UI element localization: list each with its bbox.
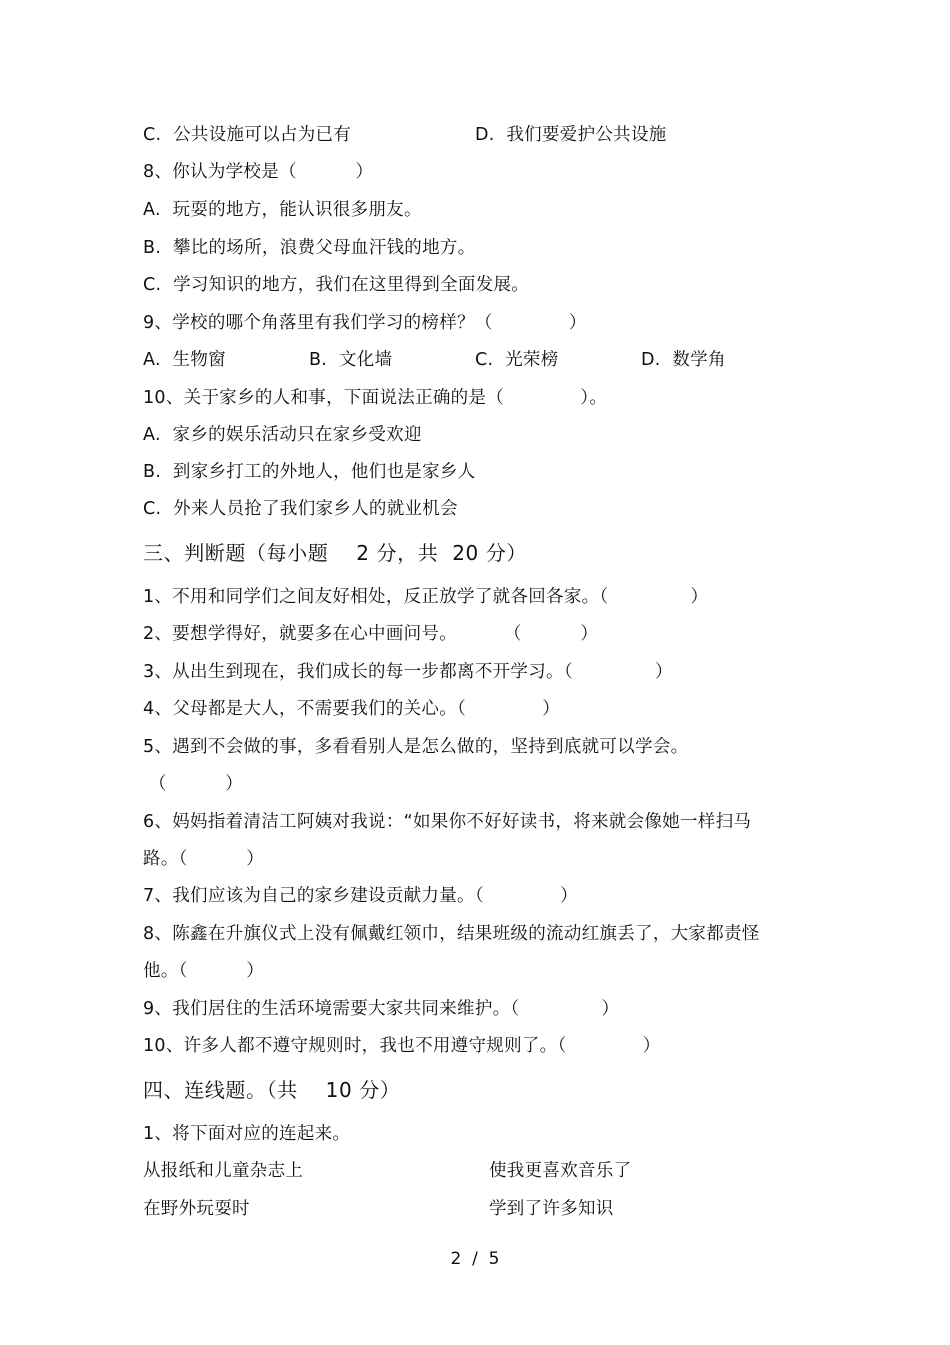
judge-item-5-answer: （ ） xyxy=(143,774,244,794)
q10-option-b: B. 到家乡打工的外地人，他们也是家乡人 xyxy=(143,462,476,482)
q9-option-b: B. 文化墙 xyxy=(309,350,393,370)
judge-item-3: 3、从出生到现在，我们成长的每一步都离不开学习。（ ） xyxy=(143,662,673,682)
section4-heading: 四、连线题。（共 10 分） xyxy=(143,1078,401,1102)
judge-item-4: 4、父母都是大人，不需要我们的关心。（ ） xyxy=(143,699,561,719)
q8-option-c: C. 学习知识的地方，我们在这里得到全面发展。 xyxy=(143,275,530,295)
judge-item-6-cont: 路。（ ） xyxy=(143,849,265,869)
match-instruction: 1、将下面对应的连起来。 xyxy=(143,1124,351,1144)
q7-option-c: C. 公共设施可以占为已有 xyxy=(143,125,352,145)
judge-item-2: 2、要想学得好，就要多在心中画问号。 （ ） xyxy=(143,624,599,644)
judge-item-9: 9、我们居住的生活环境需要大家共同来维护。（ ） xyxy=(143,999,620,1019)
q9-option-a: A. 生物窗 xyxy=(143,350,226,370)
page-number: 2 / 5 xyxy=(450,1249,500,1269)
q8-option-b: B. 攀比的场所，浪费父母血汗钱的地方。 xyxy=(143,238,476,258)
q10-option-c: C. 外来人员抢了我们家乡人的就业机会 xyxy=(143,499,458,519)
judge-item-8-cont: 他。（ ） xyxy=(143,961,265,981)
q10-stem: 10、关于家乡的人和事，下面说法正确的是（ ）。 xyxy=(143,388,608,408)
q7-option-d: D. 我们要爱护公共设施 xyxy=(475,125,667,145)
judge-item-5: 5、遇到不会做的事，多看看别人是怎么做的，坚持到底就可以学会。 xyxy=(143,737,689,757)
match-left-2: 在野外玩耍时 xyxy=(143,1199,250,1219)
q9-option-d: D. 数学角 xyxy=(641,350,726,370)
q9-stem: 9、学校的哪个角落里有我们学习的榜样？（ ） xyxy=(143,313,587,333)
q9-option-c: C. 光荣榜 xyxy=(475,350,559,370)
q8-option-a: A. 玩耍的地方，能认识很多朋友。 xyxy=(143,200,422,220)
q8-stem: 8、你认为学校是（ ） xyxy=(143,162,374,182)
match-left-1: 从报纸和儿童杂志上 xyxy=(143,1161,304,1181)
judge-item-1: 1、不用和同学们之间友好相处，反正放学了就各回各家。（ ） xyxy=(143,587,709,607)
section3-heading: 三、判断题（每小题 2 分，共 20 分） xyxy=(143,541,528,565)
judge-item-8: 8、陈鑫在升旗仪式上没有佩戴红领巾，结果班级的流动红旗丢了，大家都责怪 xyxy=(143,924,760,944)
match-right-2: 学到了许多知识 xyxy=(489,1199,614,1219)
judge-item-10: 10、许多人都不遵守规则时，我也不用遵守规则了。（ ） xyxy=(143,1036,661,1056)
judge-item-6: 6、妈妈指着清洁工阿姨对我说：“如果你不好好读书，将来就会像她一样扫马 xyxy=(143,812,752,832)
judge-item-7: 7、我们应该为自己的家乡建设贡献力量。（ ） xyxy=(143,886,578,906)
q10-option-a: A. 家乡的娱乐活动只在家乡受欢迎 xyxy=(143,425,422,445)
match-right-1: 使我更喜欢音乐了 xyxy=(489,1161,632,1181)
